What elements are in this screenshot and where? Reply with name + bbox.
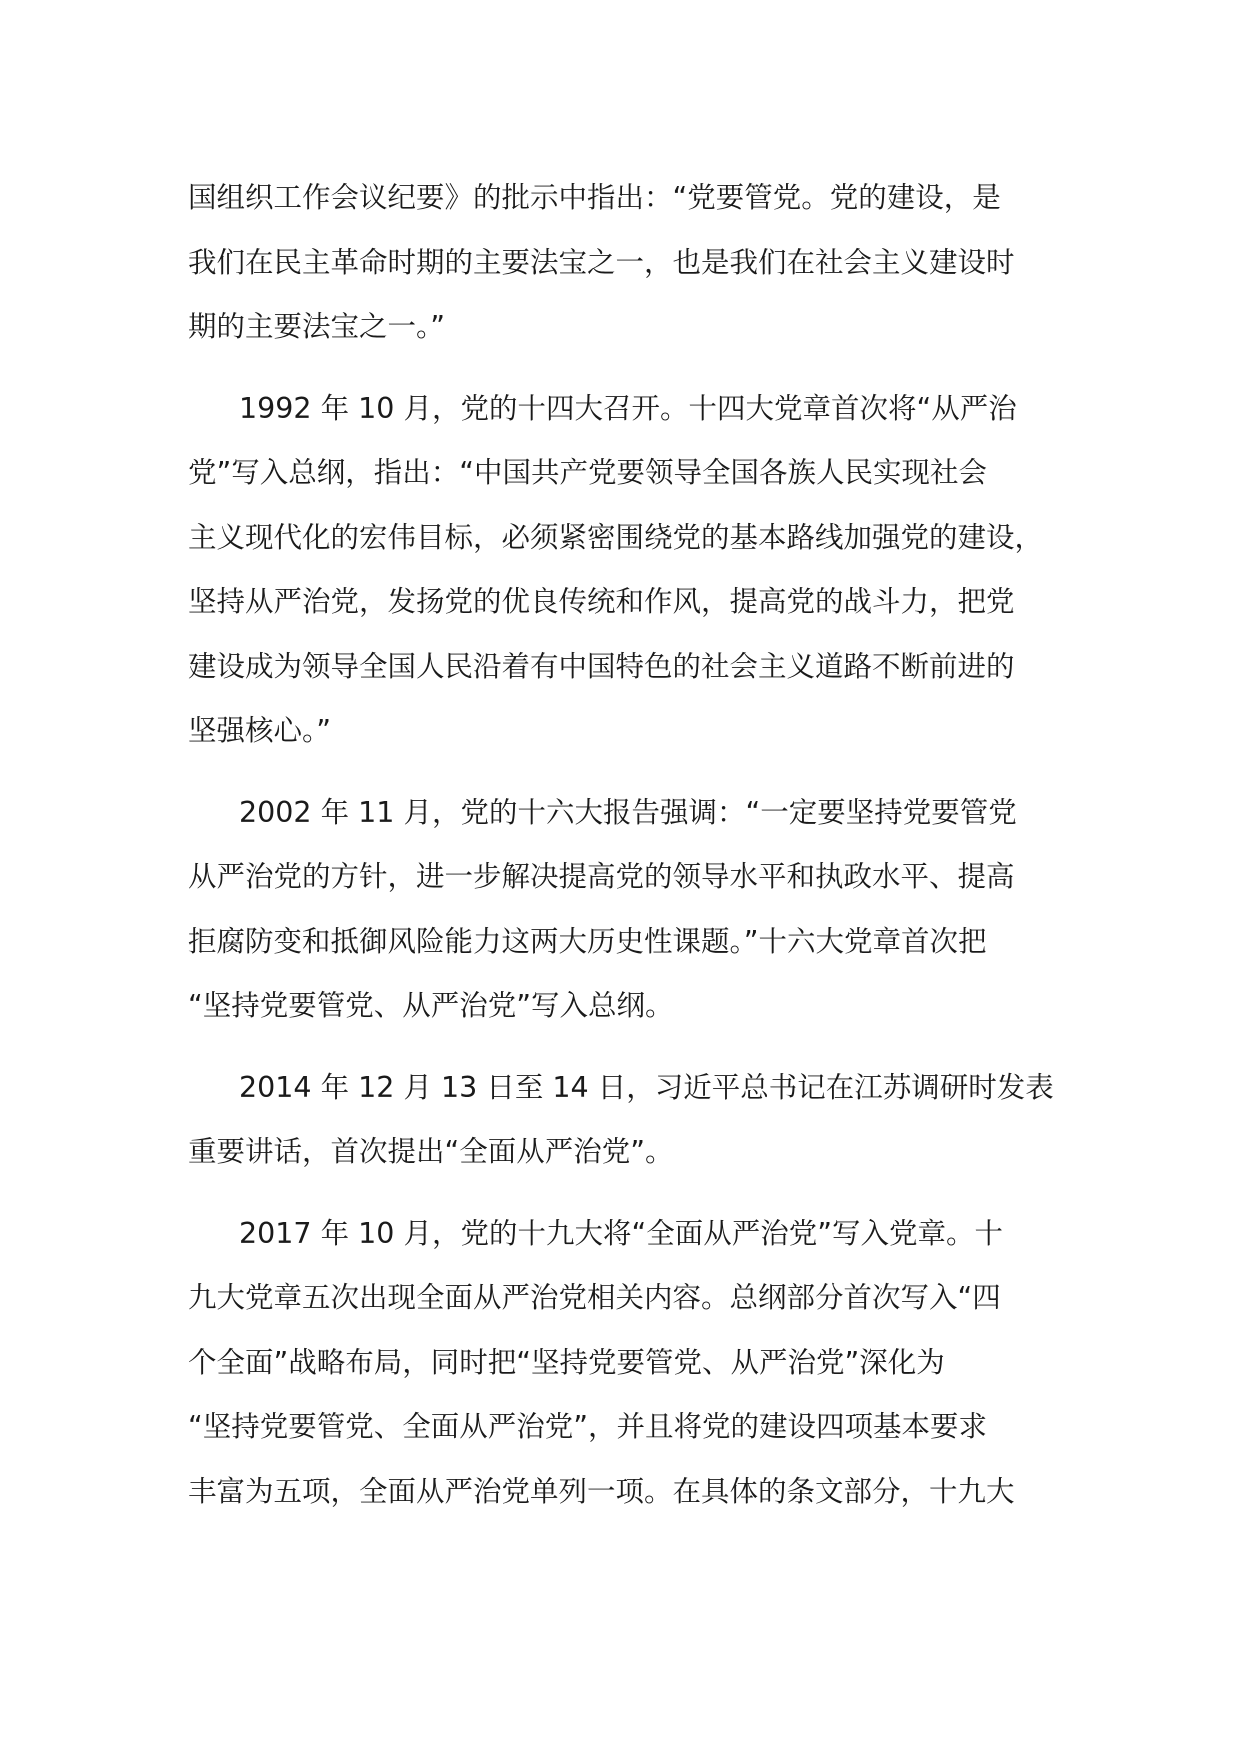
text-line: 国组织工作会议纪要》的批示中指出：“党要管党。党的建设，是 [188, 181, 1001, 214]
text-line: 2017 年 10 月，党的十九大将“全面从严治党”写入党章。十 [239, 1216, 1004, 1250]
text-line: 2014 年 12 月 13 日至 14 日，习近平总书记在江苏调研时发表 [239, 1070, 1054, 1104]
text-line: 2002 年 11 月，党的十六大报告强调：“一定要坚持党要管党 [239, 795, 1017, 829]
text-line: 九大党章五次出现全面从严治党相关内容。总纲部分首次写入“四 [188, 1281, 1001, 1314]
document-body [188, 166, 1088, 1541]
text-line: 主义现代化的宏伟目标，必须紧密围绕党的基本路线加强党的建设， [188, 520, 1044, 554]
paragraph-2 [188, 377, 1088, 764]
text-line: 个全面”战略布局，同时把“坚持党要管党、从严治党”深化为 [188, 1345, 945, 1379]
text-line: “坚持党要管党、全面从严治党”，并且将党的建设四项基本要求 [188, 1410, 988, 1443]
text-line: 期的主要法宝之一。” [188, 310, 446, 343]
text-line: 从严治党的方针，进一步解决提高党的领导水平和执政水平、提高 [188, 860, 1015, 893]
paragraph-1 [188, 166, 1088, 360]
text-line: 坚持从严治党，发扬党的优良传统和作风，提高党的战斗力，把党 [188, 585, 1015, 618]
text-line: 党”写入总纲，指出：“中国共产党要领导全国各族人民实现社会 [188, 456, 988, 489]
text-line: 建设成为领导全国人民沿着有中国特色的社会主义道路不断前进的 [188, 649, 1015, 683]
paragraph-3 [188, 781, 1088, 1039]
paragraph-5 [188, 1202, 1088, 1525]
text-line: 丰富为五项，全面从严治党单列一项。在具体的条文部分，十九大 [188, 1474, 1015, 1508]
text-line: 拒腐防变和抵御风险能力这两大历史性课题。”十六大党章首次把 [188, 924, 987, 958]
text-line: 1992 年 10 月，党的十四大召开。十四大党章首次将“从严治 [239, 391, 1017, 425]
text-line: “坚持党要管党、从严治党”写入总纲。 [188, 989, 674, 1022]
text-line: 坚强核心。” [188, 714, 332, 747]
text-line: 重要讲话，首次提出“全面从严治党”。 [188, 1135, 674, 1168]
paragraph-4 [188, 1056, 1088, 1185]
text-line: 我们在民主革命时期的主要法宝之一，也是我们在社会主义建设时 [188, 245, 1015, 279]
